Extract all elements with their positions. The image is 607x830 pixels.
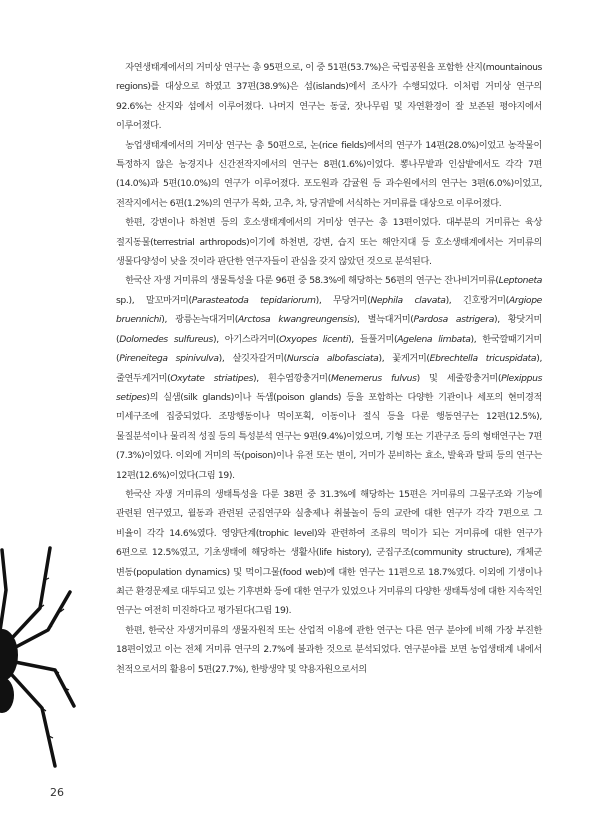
text-run: 농업생태계에서의 거미상 연구는 총 50편으로, 논(rice fields)에서의 연구가 14편(28.0%)이었고 농작물이 특정하지 않은 농경지나 신간전작지에서의 연구는 8편(1.6%)이었다. 뽕나무밭과 인삼밭에서도 각각 7편(14.0%)과 5편(10.0%)의 연구가 이루어졌다. 포도원과 감귤원 등 과수원에서의 연구는 3편(6.0%)이었고, 전작지에서는 6편(1.2%)의 연구가 목화, 고추, 차, 당귀밭에 서식하는 거미류를 대상으로 이루어졌다.: [116, 139, 542, 209]
scientific-name: Nurscia albofasciata: [286, 353, 379, 365]
text-run: ), 줄연두게거미(: [116, 353, 543, 384]
scientific-name: Leptoneta: [498, 275, 542, 287]
scientific-name: Argiope bruennichi: [116, 294, 542, 326]
scientific-name: Nephila clavata: [370, 294, 446, 306]
body-text: [116, 58, 542, 679]
text-run: ), 황닷거미(: [116, 314, 542, 345]
scientific-name: Ebrechtella tricuspidata: [429, 353, 537, 365]
scientific-name: Plexippus setipes: [116, 372, 542, 403]
paragraph-natural-ecosystem: [116, 58, 542, 136]
scientific-name: Pardosa astrigera: [413, 314, 495, 326]
paragraph-freshwater-ecosystem: [116, 213, 542, 271]
text-run: 한국산 자생 거미류의 생물특성을 다룬 96편 중 58.3%에 해당하는 56편의 연구는 잔나비거미류(: [125, 275, 499, 287]
paragraph-agricultural-ecosystem: [116, 136, 542, 214]
text-run: ), 별늑대거미(: [353, 314, 414, 326]
text-run: 한편, 한국산 자생거미류의 생물자원적 또는 산업적 이용에 관한 연구는 다른 연구 분야에 비해 가장 부진한 18편이었고 이는 전체 거미류 연구의 2.7%에 불과한 것으로 분석되었다. 연구분야를 보면 농업생태계 내에서 천적으로서의 활용이 5편(27.7%), 한방생약 및 약용자원으로서의: [116, 624, 542, 675]
paragraph-ecological-traits: [116, 485, 542, 621]
text-run: sp.), 말꼬마거미(: [116, 294, 192, 306]
scientific-name: Arctosa kwangreungensis: [238, 314, 354, 326]
scientific-name: Dolomedes sulfureus: [119, 333, 213, 345]
text-run: ), 들풀거미(: [348, 333, 398, 345]
scientific-name: Parasteatoda tepidariorum: [191, 294, 316, 306]
text-run: ), 살깃자갈거미(: [218, 353, 287, 365]
scientific-name: Menemerus fulvus: [330, 372, 417, 384]
text-run: ), 흰수염깡충거미(: [253, 372, 331, 384]
paragraph-biological-traits: [116, 271, 542, 484]
text-run: ), 무당거미(: [315, 294, 371, 306]
text-run: ), 꽃게거미(: [378, 353, 430, 365]
text-run: ), 광릉논늑대거미(: [161, 314, 238, 326]
text-run: ) 및 세줄깡충거미(: [416, 372, 502, 384]
paragraph-resource-use: [116, 621, 542, 679]
text-run: )의 실샘(silk glands)이나 독샘(poison glands) 등을 포함하는 다양한 기관이나 세포의 현미경적 미세구조에 집중되었다. 조망행동이나 먹이포획, 이동이나 절식 등을 다룬 행동연구는 12편(12.5%), 물질분석이나 물리적 성질 등의 특성분석 연구는 9편(9.4%)이었으며, 기형 또는 기관구조 등의 형태연구는 7편(7.3%)이었다. 이외에 거미의 독(poison)이나 유전 또는 변이, 거미가 분비하는 효소, 발육과 탈피 등의 연구는 12편(12.6%)이었다(그림 19).: [116, 391, 542, 481]
spider-silhouette-icon: [0, 530, 80, 780]
scientific-name: Pireneitega spinivulva: [119, 353, 219, 365]
scientific-name: Oxyopes licenti: [279, 333, 349, 345]
text-run: 한편, 강변이나 하천변 등의 호소생태계에서의 거미상 연구는 총 13편이었다. 대부분의 거미류는 육상 절지동물(terrestrial arthropods)이기에 하천변, 강변, 습지 또는 해안지대 등 호소생태계에서는 거미류의 생물다양성이 낮을 것이라 판단한 연구자들이 관심을 갖지 않았던 것으로 분석된다.: [116, 217, 542, 268]
text-run: 자연생태계에서의 거미상 연구는 총 95편으로, 이 중 51편(53.7%)은 국립공원을 포함한 산지(mountainous regions)를 대상으로 하였고 37편(38.9%)은 섬(islands)에서 조사가 수행되었다. 이처럼 거미상 연구의 92.6%는 산지와 섬에서 이루어졌다. 나머지 연구는 동굴, 잣나무림 및 자연환경이 잘 보존된 평야지에서 이루어졌다.: [116, 62, 542, 132]
scientific-name: Agelena limbata: [397, 333, 471, 345]
text-run: ), 아기스라거미(: [212, 333, 280, 345]
text-run: 한국산 자생 거미류의 생태특성을 다룬 38편 중 31.3%에 해당하는 15편은 거미류의 그물구조와 기능에 관련된 연구였고, 월동과 관련된 군집연구와 실충제나 취불놀이 등의 교란에 대한 연구가 각각 7편으로 그 비율이 각각 14.6%였다. 영양단계(trophic level)와 관련하여 조류의 먹이가 되는 거미류에 대한 연구가 6편으로 12.5%였고, 기초생태에 해당하는 생활사(life history), 군집구조(community structure), 개체군 변동(population dynamics) 및 먹이그물(food web)에 대한 연구는 11편으로 18.7%였다. 이외에 기생이나 최근 환경문제로 대두되고 있는 기후변화 등에 대한 연구가 있었으나 거미류의 다양한 생태특성에 대한 지속적인 연구는 여전히 미진하다고 평가된다(그림 19).: [116, 488, 542, 617]
text-run: ), 긴호랑거미(: [445, 294, 509, 306]
text-run: ), 한국깔때기거미(: [116, 333, 542, 365]
scientific-name: Oxytate striatipes: [170, 372, 254, 384]
page-number: 26: [50, 786, 64, 799]
